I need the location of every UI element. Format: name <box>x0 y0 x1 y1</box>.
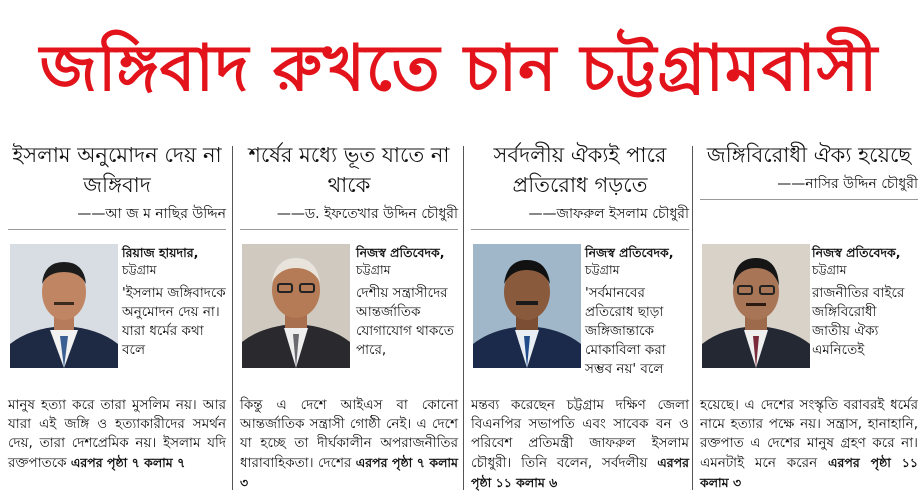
story-intro <box>122 244 226 360</box>
story-title: শর্ষের মধ্যে ভূত যাতে না থাকে <box>248 143 450 197</box>
continued-link[interactable]: এরপর পৃষ্ঠা ৭ কলাম ৩ <box>240 455 458 490</box>
story-body <box>240 396 458 493</box>
story-byline: ——নাসির উদ্দিন চৌধুরী <box>700 172 918 200</box>
story-iftekhar <box>240 140 458 498</box>
main-headline: জঙ্গিবাদ রুখতে চান চট্টগ্রামবাসী <box>39 32 879 106</box>
column-divider <box>463 146 464 490</box>
story-body <box>471 396 689 493</box>
story-body <box>700 396 918 493</box>
story-body-text: মন্তব্য করেছেন চট্টগ্রাম দক্ষিণ জেলা বিএনপির সভাপতি এবং সাবেক বন ও পরিবেশ প্রতিমন্ত্রী জাফরুল ইসলাম চৌধুরী। তিনি বলেন, সর্বদলীয় <box>471 397 689 471</box>
reporter-name: রিয়াজ হায়দার, <box>122 245 199 260</box>
continued-link[interactable]: এরপর পৃষ্ঠা ১১ কলাম ৩ <box>700 455 918 490</box>
story-body-text: হয়েছে। এ দেশের সংস্কৃতি বরাবরই ধর্মের নামে হত্যার পক্ষে নয়। সন্ত্রাস, হানাহানি, রক্তপাত এ দেশের মানুষ গ্রহণ করে না। এমনটাই মনে করেন <box>700 397 918 471</box>
story-lead: 'সর্বমানবের প্রতিরোধ ছাড়া জঙ্গিজান্তাকে মোকাবিলা করা সম্ভব নয়' বলে <box>585 285 666 377</box>
story-jafrul <box>471 140 689 498</box>
story-title: ইসলাম অনুমোদন দেয় না জঙ্গিবাদ <box>12 143 222 197</box>
story-body <box>8 396 226 473</box>
story-title: জঙ্গিবিরোধী ঐক্য হয়েছে <box>706 143 912 167</box>
continued-link[interactable]: এরপর পৃষ্ঠা ৭ কলাম ৭ <box>70 455 186 470</box>
story-byline: ——আ জ ম নাছির উদ্দিন <box>8 202 226 230</box>
story-intro <box>356 244 458 360</box>
story-intro <box>585 244 689 379</box>
continued-link[interactable]: এরপর পৃষ্ঠা ১১ কলাম ৬ <box>471 455 689 490</box>
reporter-name: নিজস্ব প্রতিবেদক, <box>585 245 674 260</box>
reporter-name: নিজস্ব প্রতিবেদক, <box>356 245 445 260</box>
dateline: চট্টগ্রাম <box>812 262 847 277</box>
dateline: চট্টগ্রাম <box>585 262 620 277</box>
story-body-text: কিন্তু এ দেশে আইএস বা কোনো আন্তর্জাতিক সন্ত্রাসী গোষ্ঠী নেই। এ দেশে যা হচ্ছে তা দীর্ঘকালীন অপরাজনীতির ধারাবাহিকতা। দেশের <box>240 397 458 471</box>
portrait-photo <box>702 244 810 368</box>
reporter-name: নিজস্ব প্রতিবেদক, <box>812 245 901 260</box>
story-byline: ——ড. ইফতেখার উদ্দিন চৌধুরী <box>240 202 458 230</box>
dateline: চট্টগ্রাম <box>356 262 391 277</box>
portrait-photo <box>473 244 581 368</box>
story-body-text: মানুষ হত্যা করে তারা মুসলিম নয়। আর যারা এই জঙ্গি ও হত্যাকারীদের সমর্থন দেয়, তারা দেশপ্রেমিক নয়। ইসলাম যদি রক্তপাতকে <box>8 397 226 471</box>
story-lead: 'ইসলাম জঙ্গিবাদকে অনুমোদন দেয় না। যারা ধর্মের কথা বলে <box>122 285 226 358</box>
column-divider <box>692 146 693 490</box>
story-lead: দেশীয় সন্ত্রাসীদের আন্তর্জাতিক যোগাযোগ থাকতে পারে, <box>356 285 454 358</box>
dateline: চট্টগ্রাম <box>122 262 157 277</box>
portrait-photo <box>10 244 118 368</box>
story-byline: ——জাফরুল ইসলাম চৌধুরী <box>471 202 689 230</box>
story-lead: রাজনীতির বাইরে জঙ্গিবিরোধী জাতীয় ঐক্য এমনিতেই <box>812 285 905 358</box>
story-title: সর্বদলীয় ঐক্যই পারে প্রতিরোধ গড়তে <box>493 143 667 197</box>
column-divider <box>232 146 233 490</box>
portrait-photo <box>242 244 350 368</box>
story-nasir <box>8 140 226 498</box>
story-intro <box>812 244 918 360</box>
story-nasir-uddin <box>700 140 918 498</box>
